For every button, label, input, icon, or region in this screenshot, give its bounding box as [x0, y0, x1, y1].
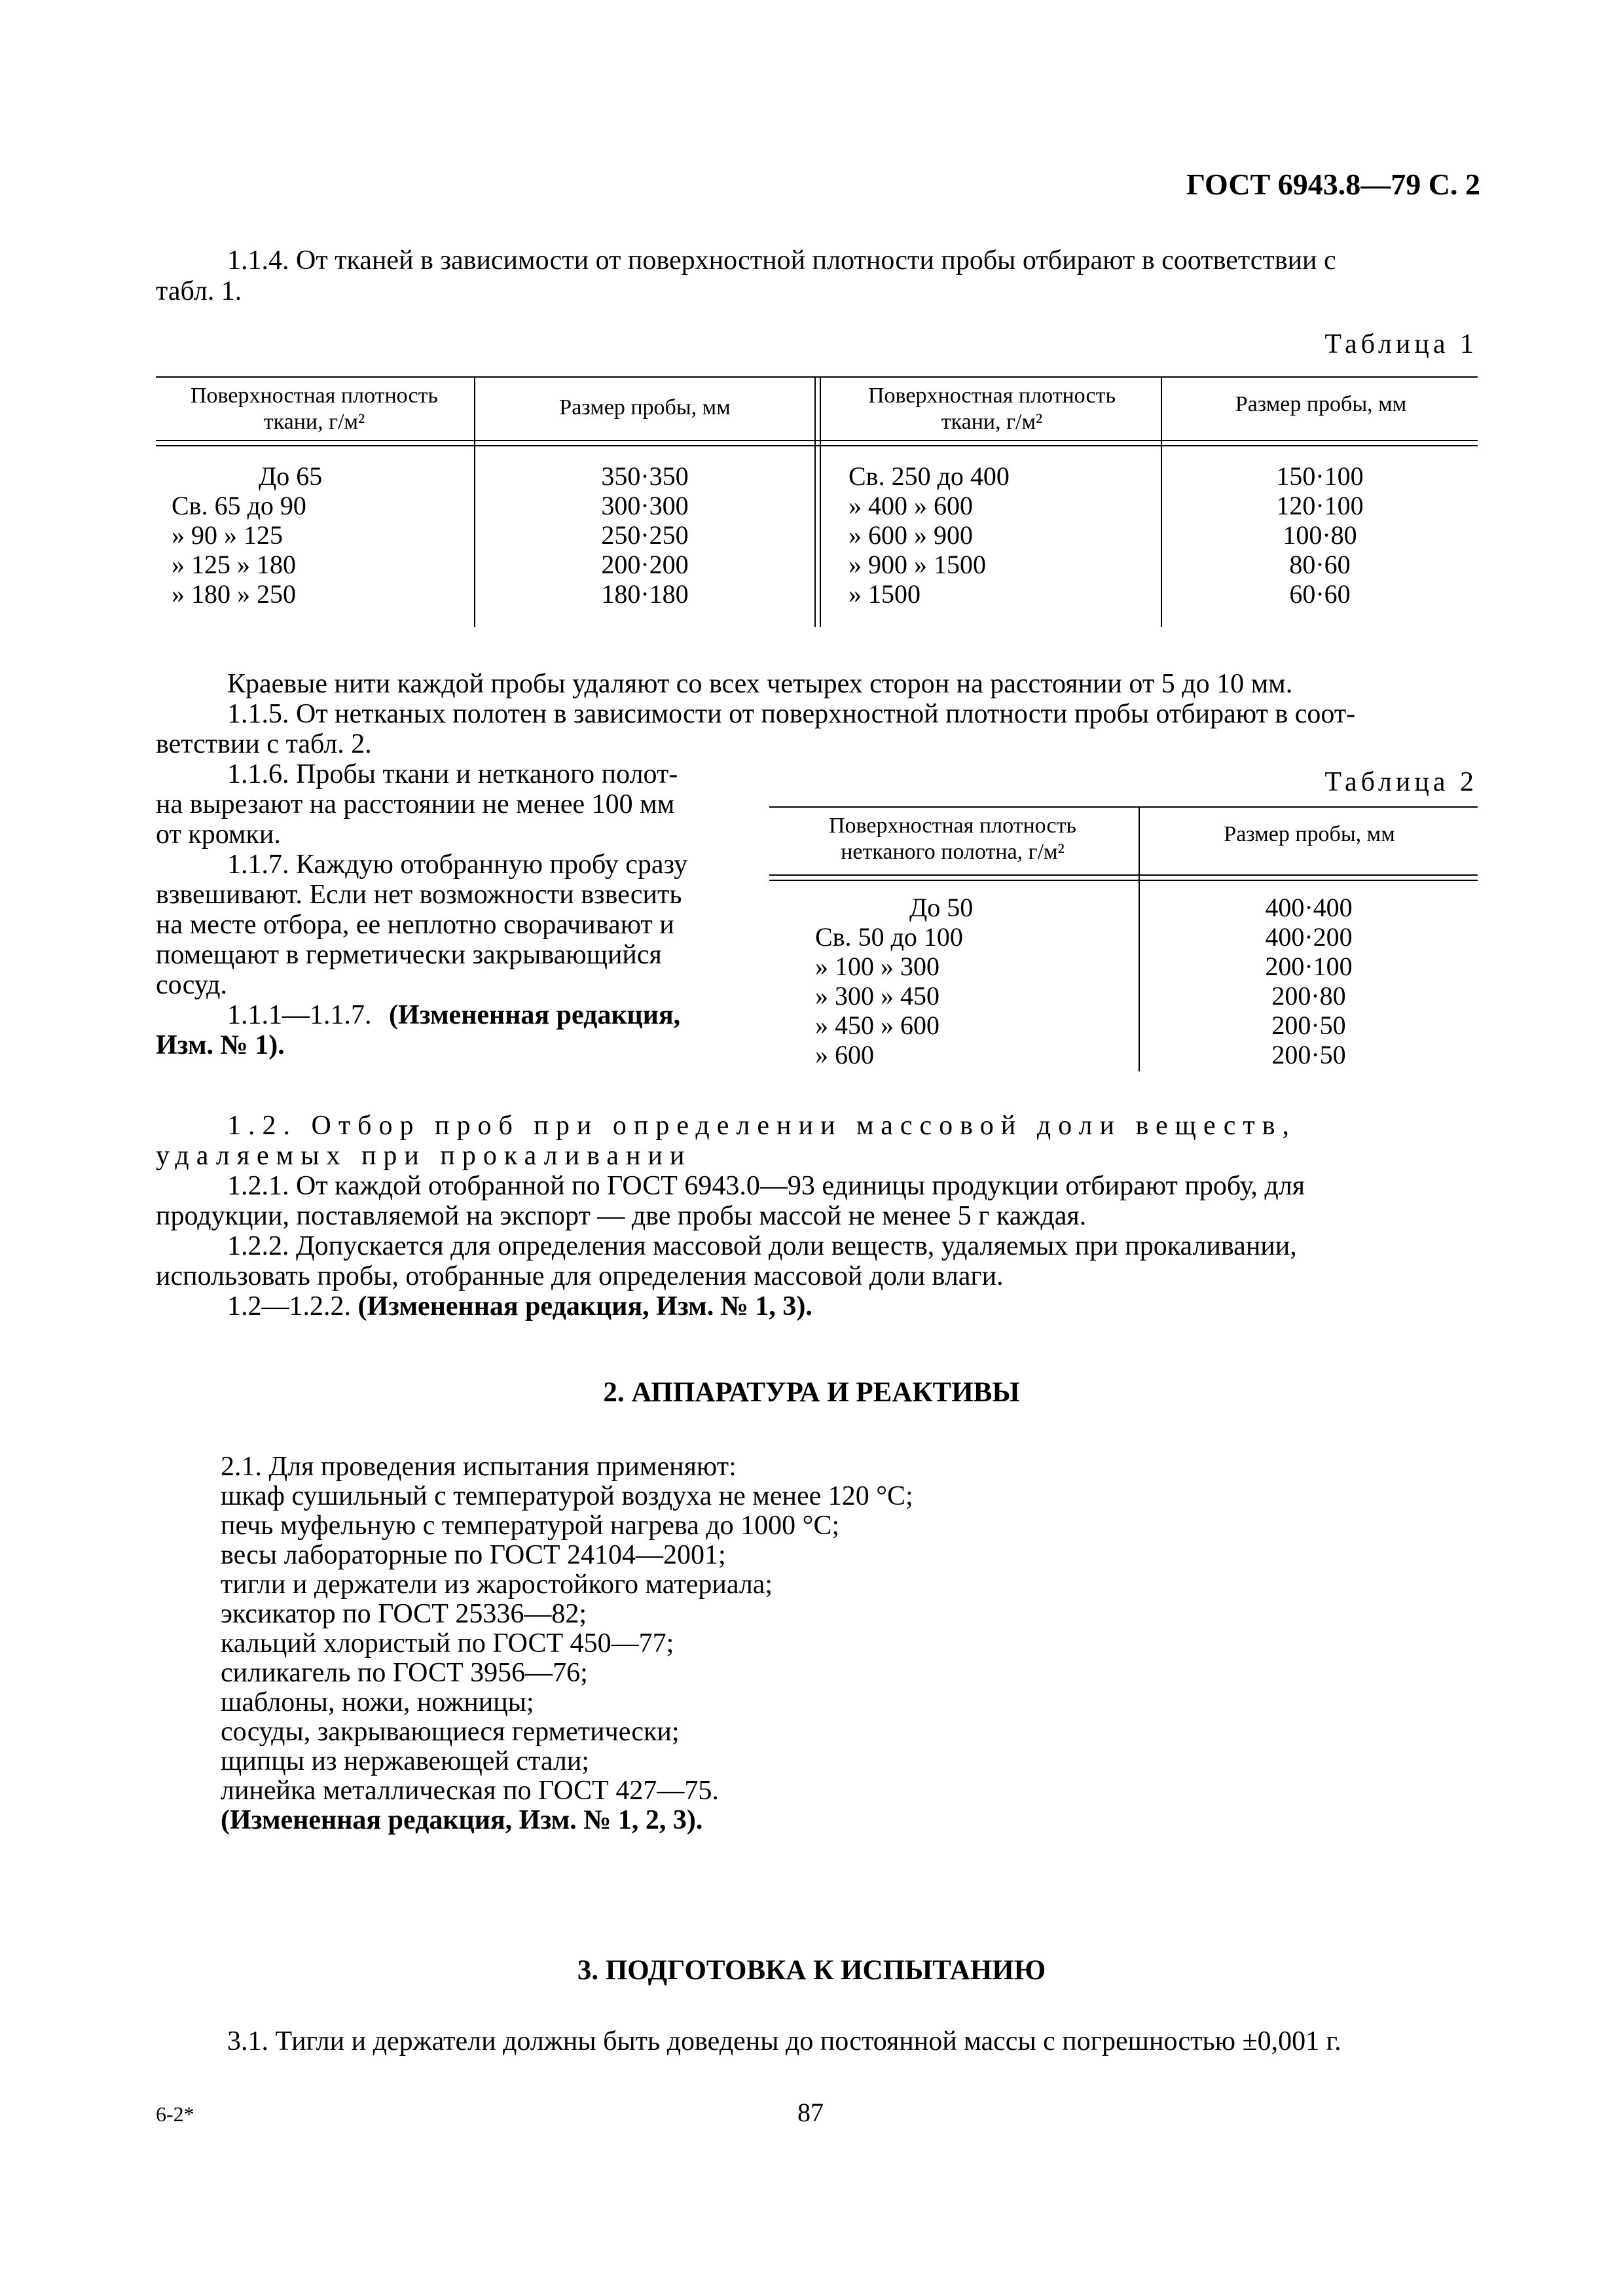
table-cell: » 900 » 1500 [848, 550, 986, 579]
list-item: щипцы из нержавеющей стали; [221, 1746, 590, 1776]
revision-bold: (Измененная редакция, Изм. № 1, 3). [357, 1291, 812, 1321]
table-cell: 80·60 [1289, 550, 1351, 579]
paragraph-1-1-7-line1: 1.1.7. Каждую отобранную пробу сразу [227, 850, 688, 880]
page-number: 87 [797, 2098, 824, 2127]
table1-header-density-right: Поверхностная плотность ткани, г/м² [868, 384, 1116, 434]
section-2-title: 2. АППАРАТУРА И РЕАКТИВЫ [603, 1377, 1020, 1408]
table-cell: » 600 » 900 [848, 520, 973, 550]
list-item: шкаф сушильный с температурой воздуха не менее 120 °С; [221, 1481, 913, 1511]
table2-size-col [1140, 893, 1478, 1069]
list-item: шаблоны, ножи, ножницы; [221, 1687, 534, 1717]
paragraph-1-2-2-line1: 1.2.2. Допускается для определения массовой доли веществ, удаляемых при прокаливании, [227, 1231, 1297, 1261]
table1-left-density-col [172, 461, 322, 609]
revision-prefix: 1.1.1—1.1.7. [227, 1000, 372, 1030]
table-cell: » 100 » 300 [815, 952, 939, 981]
table1-right-density-col [848, 461, 1010, 609]
revision-bold: (Измененная редакция, [389, 1000, 681, 1030]
table-cell: 200·80 [1271, 981, 1346, 1011]
table-cell: » 600 [815, 1040, 874, 1069]
table1-right-size-col [1162, 461, 1478, 609]
paragraph-1-2-1-line1: 1.2.1. От каждой отобранной по ГОСТ 6943.0—93 единицы продукции отбирают пробу, для [227, 1171, 1305, 1201]
revision-prefix: 1.2—1.2.2. [227, 1291, 351, 1321]
table-cell: 250·250 [601, 520, 689, 550]
table-cell: 200·200 [601, 550, 689, 579]
paragraph-1-1-6-line2: на вырезают на расстоянии не менее 100 мм [156, 789, 675, 819]
paragraph-1-1-7-line4: помещают в герметически закрывающийся [156, 940, 662, 970]
table-cell: 60·60 [1289, 579, 1351, 609]
table-cell: До 50 [909, 893, 974, 922]
list-item: 2.1. Для проведения испытания применяют: [221, 1452, 737, 1482]
table-cell: 150·100 [1276, 461, 1364, 491]
revision-note-2: (Измененная редакция, Изм. № 1, 2, 3). [221, 1805, 703, 1835]
paragraph-1-1-6-line3: от кромки. [156, 819, 281, 850]
section-3-title: 3. ПОДГОТОВКА К ИСПЫТАНИЮ [577, 1955, 1046, 1986]
table-cell: » 1500 [848, 579, 921, 609]
paragraph-1-1-7-line3: на месте отбора, ее неплотно сворачивают и [156, 910, 674, 940]
paragraph-1-2-1-line2: продукции, поставляемой на экспорт — две пробы массой не менее 5 г каждая. [156, 1201, 1087, 1231]
table-cell: 400·200 [1265, 922, 1353, 952]
table2-caption: Таблица 2 [1324, 767, 1478, 797]
paragraph-1-2-line1: 1.2. Отбор проб при определении массовой доли веществ, [227, 1111, 1297, 1141]
list-item: эксикатор по ГОСТ 25336—82; [221, 1599, 587, 1629]
revision-note-1-1-cont: Изм. № 1). [156, 1030, 285, 1060]
table-cell: 200·100 [1265, 952, 1353, 981]
table-cell: 300·300 [601, 491, 689, 520]
table-cell: 400·400 [1265, 893, 1353, 922]
table-cell: » 450 » 600 [815, 1011, 939, 1040]
table-cell: » 400 » 600 [848, 491, 973, 520]
revision-note-1-1 [227, 1000, 680, 1030]
paragraph-1-1-7-line2: взвешивают. Если нет возможности взвесить [156, 880, 682, 910]
paragraph-1-2-2-line2: использовать пробы, отобранные для определения массовой доли влаги. [156, 1261, 1004, 1291]
table-cell: Св. 250 до 400 [848, 461, 1010, 491]
table1-header-size-left: Размер пробы, мм [559, 395, 731, 420]
table2-header-density: Поверхностная плотность нетканого полотна, г/м² [829, 814, 1076, 864]
paragraph-3-1: 3.1. Тигли и держатели должны быть доведены до постоянной массы с погрешностью ±0,001 г. [227, 2026, 1341, 2056]
table-cell: Св. 50 до 100 [815, 922, 963, 952]
table-cell: » 300 » 450 [815, 981, 939, 1011]
table-cell: 100·80 [1283, 520, 1357, 550]
table2-density-col [815, 893, 973, 1069]
table1-caption: Таблица 1 [1324, 329, 1478, 359]
table-cell: 180·180 [601, 579, 689, 609]
list-item: весы лабораторные по ГОСТ 24104—2001; [221, 1540, 726, 1570]
table1-header-density-left: Поверхностная плотность ткани, г/м² [191, 384, 438, 434]
paragraph-1-1-5-line1: 1.1.5. От нетканых полотен в зависимости от поверхностной плотности пробы отбирают в соот- [227, 699, 1356, 729]
table-cell: 350·350 [601, 461, 689, 491]
table2-header-size: Размер пробы, мм [1224, 822, 1395, 846]
list-item: кальций хлористый по ГОСТ 450—77; [221, 1628, 674, 1659]
footer-sheet-mark: 6-2* [156, 2102, 194, 2126]
revision-note-1-2 [227, 1291, 812, 1321]
list-item: печь муфельную с температурой нагрева до 1000 °С; [221, 1511, 840, 1541]
table1-header-size-right: Размер пробы, мм [1235, 392, 1407, 416]
table1-left-size-col [475, 461, 814, 609]
table-cell: » 90 » 125 [172, 520, 283, 550]
paragraph-1-1-4-line1: 1.1.4. От тканей в зависимости от поверхностной плотности пробы отбирают в соответствии с [227, 245, 1336, 276]
list-item: тигли и держатели из жаростойкого материала; [221, 1570, 773, 1600]
paragraph-1-1-6-line1: 1.1.6. Пробы ткани и нетканого полот- [227, 759, 678, 789]
paragraph-1-1-7-line5: сосуд. [156, 970, 227, 1000]
list-item: сосуды, закрывающиеся герметически; [221, 1717, 680, 1747]
paragraph-1-1-5-line2: ветствии с табл. 2. [156, 729, 372, 759]
paragraph-1-1-4-line2: табл. 1. [156, 276, 242, 306]
table-cell: » 125 » 180 [172, 550, 296, 579]
list-item: линейка металлическая по ГОСТ 427—75. [221, 1776, 719, 1806]
table-cell: Св. 65 до 90 [172, 491, 306, 520]
table-cell: 200·50 [1271, 1011, 1346, 1040]
table-cell: 200·50 [1271, 1040, 1346, 1069]
list-item: силикагель по ГОСТ 3956—76; [221, 1658, 588, 1688]
paragraph-edge-threads: Краевые нити каждой пробы удаляют со всех четырех сторон на расстоянии от 5 до 10 мм. [227, 669, 1293, 699]
running-header: ГОСТ 6943.8—79 С. 2 [1186, 168, 1480, 201]
table-cell: » 180 » 250 [172, 579, 296, 609]
table-cell: До 65 [259, 461, 323, 491]
table-cell: 120·100 [1276, 491, 1364, 520]
paragraph-1-2-line2: удаляемых при прокаливании [156, 1141, 692, 1171]
